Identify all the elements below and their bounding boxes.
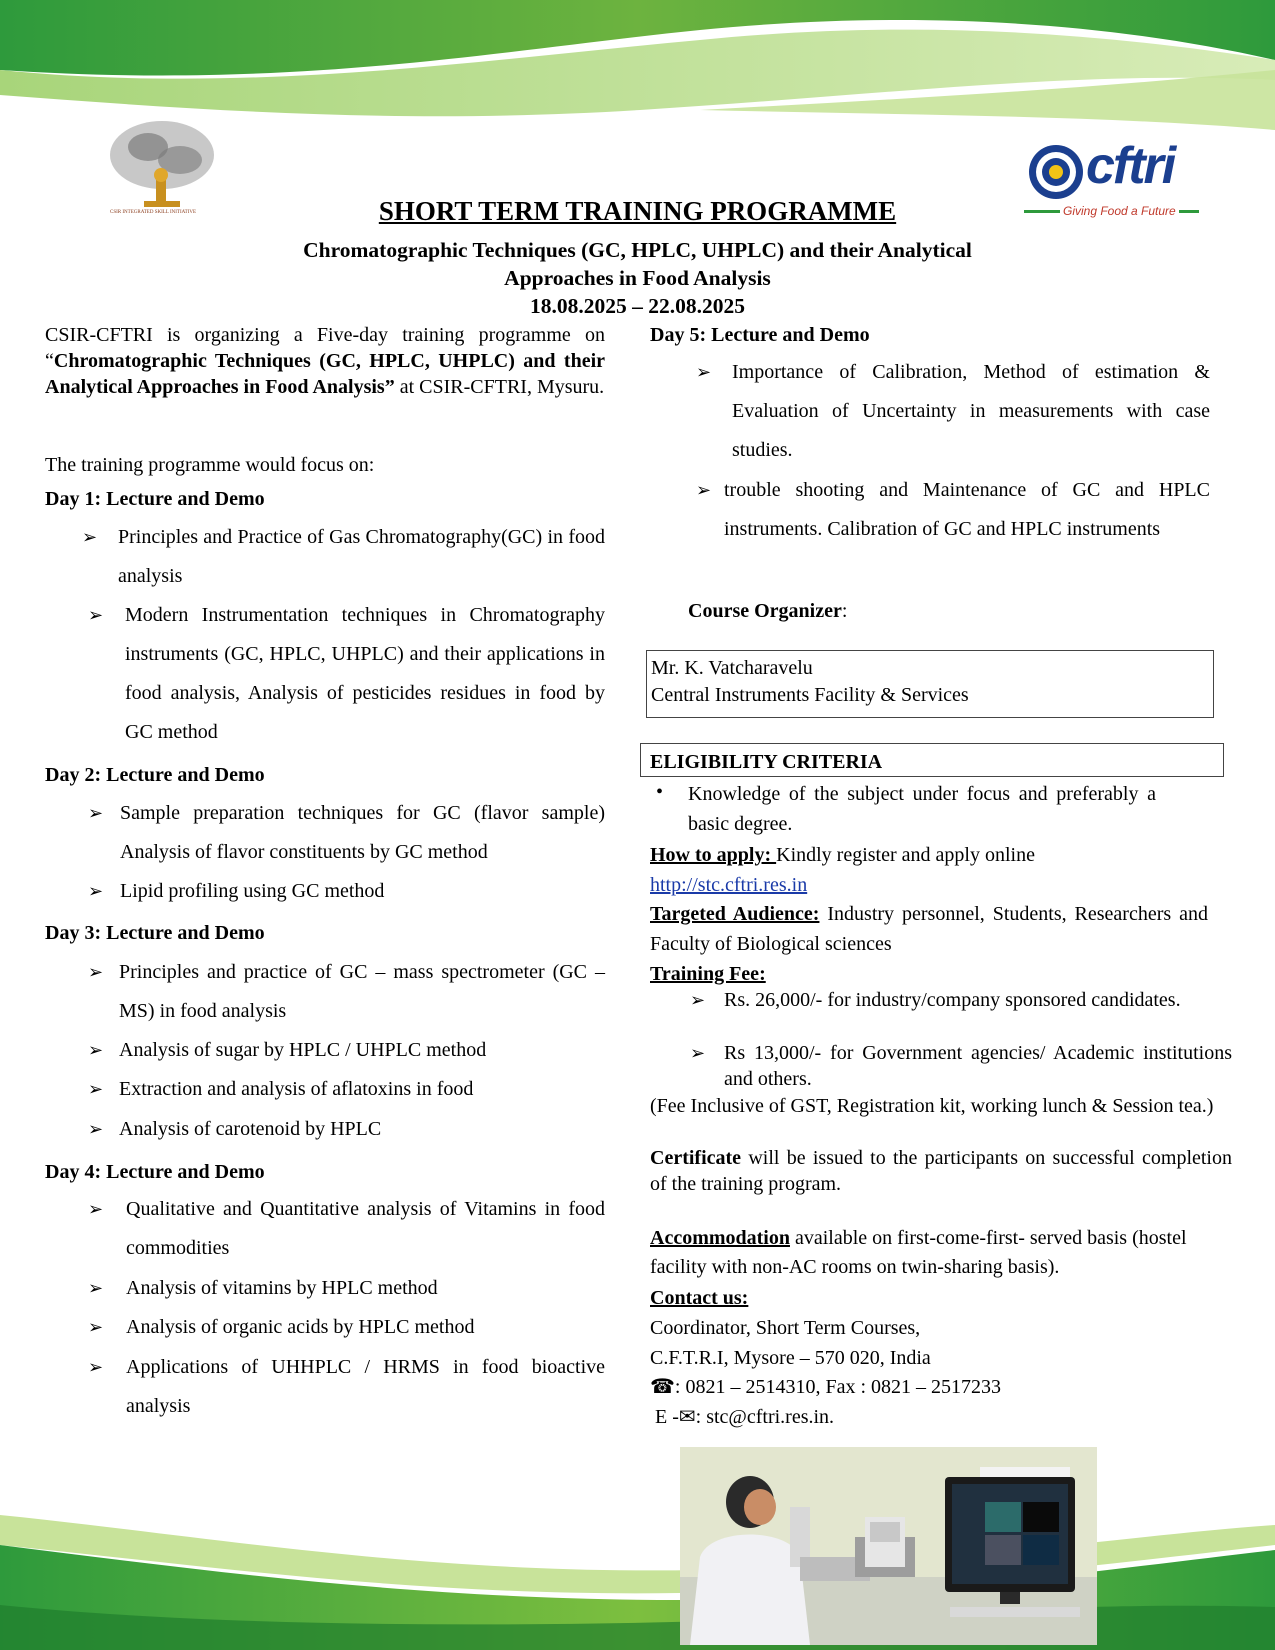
arrow-bullet-icon: ➢ (88, 1119, 104, 1139)
list-item: ➢ Analysis of carotenoid by HPLC (88, 1110, 605, 1149)
programme-dates: 18.08.2025 – 22.08.2025 (530, 294, 745, 318)
organizer-department: Central Instruments Facility & Services (651, 684, 969, 706)
contact-email: E -✉: stc@cftri.res.in. (655, 1406, 835, 1428)
arrow-bullet-icon: ➢ (88, 605, 104, 625)
list-item: ➢ Importance of Calibration, Method of estimation & Evaluation of Uncertainty in measurements with case studies. (696, 353, 1210, 470)
accommodation-info: Accommodation available on first-come-first- served basis (hostel facility with non-AC rooms on twin-sharing basis). (650, 1227, 1187, 1278)
certificate-info: Certificate will be issued to the participants on successful completion of the training program. (650, 1147, 1232, 1195)
list-item: ➢ Analysis of sugar by HPLC / UHPLC method (88, 1031, 605, 1070)
fee-item: ➢ Rs. 26,000/- for industry/company sponsored candidates. (690, 989, 1181, 1011)
dot-bullet-icon: • (656, 781, 664, 803)
organizer-name: Mr. K. Vatcharavelu (651, 657, 813, 679)
fee-note: (Fee Inclusive of GST, Registration kit, working lunch & Session tea.) (650, 1095, 1214, 1117)
day3-heading: Day 3: Lecture and Demo (45, 922, 265, 944)
cftri-brand-text: cftri (1086, 137, 1175, 195)
day5-heading: Day 5: Lecture and Demo (650, 324, 870, 346)
list-item: ➢ Principles and Practice of Gas Chromatography(GC) in food analysis (82, 518, 605, 596)
arrow-bullet-icon: ➢ (88, 1199, 104, 1219)
day1-heading: Day 1: Lecture and Demo (45, 488, 265, 510)
contact-line1: Coordinator, Short Term Courses, (650, 1317, 921, 1339)
organizer-box (646, 650, 1214, 718)
arrow-bullet-icon: ➢ (88, 962, 104, 982)
list-item: ➢ Lipid profiling using GC method (88, 872, 605, 911)
list-item: ➢ Qualitative and Quantitative analysis of Vitamins in food commodities (88, 1190, 605, 1268)
arrow-bullet-icon: ➢ (690, 990, 706, 1010)
left-logo-caption: CSIR INTEGRATED SKILL INITIATIVE (110, 210, 197, 215)
lab-photo (680, 1447, 1097, 1645)
fee-item: ➢ Rs 13,000/- for Government agencies/ Academic institutions and others. (690, 1042, 1232, 1090)
cftri-emblem-icon (1026, 142, 1086, 202)
arrow-bullet-icon: ➢ (88, 1278, 104, 1298)
telephone-icon: ☎ (650, 1376, 675, 1398)
list-item: ➢ Extraction and analysis of aflatoxins in food (88, 1070, 605, 1109)
programme-subtitle-line1: Chromatographic Techniques (GC, HPLC, UHPLC) and their Analytical (303, 238, 972, 262)
contact-line2: C.F.T.R.I, Mysore – 570 020, India (650, 1347, 931, 1369)
list-item: ➢ Applications of UHHPLC / HRMS in food bioactive analysis (88, 1348, 605, 1426)
arrow-bullet-icon: ➢ (82, 527, 98, 547)
eligibility-heading-box (640, 743, 1224, 777)
list-item: ➢ Principles and practice of GC – mass spectrometer (GC – MS) in food analysis (88, 953, 605, 1031)
course-organizer-label: Course Organizer: (688, 600, 848, 622)
apply-link[interactable]: http://stc.cftri.res.in (650, 874, 808, 896)
cftri-tagline: Giving Food a Future (1060, 204, 1179, 218)
arrow-bullet-icon: ➢ (88, 881, 104, 901)
targeted-audience: Targeted Audience: Industry personnel, Students, Researchers and Faculty of Biological sciences (650, 903, 1208, 955)
eligibility-item: • Knowledge of the subject under focus and preferably a basic degree. (656, 781, 1156, 835)
training-fee-label: Training Fee: (650, 963, 766, 985)
list-item: ➢ Analysis of vitamins by HPLC method (88, 1269, 605, 1308)
arrow-bullet-icon: ➢ (696, 480, 712, 500)
arrow-bullet-icon: ➢ (88, 1079, 104, 1099)
arrow-bullet-icon: ➢ (690, 1043, 706, 1063)
intro-paragraph: CSIR-CFTRI is organizing a Five-day training programme on “Chromatographic Techniques (GC, HPLC, UHPLC) and their Analytical Approaches in Food Analysis” at CSIR-CFTRI, Mysuru. (45, 324, 605, 398)
list-item: ➢ Analysis of organic acids by HPLC method (88, 1308, 605, 1347)
programme-subtitle-line2: Approaches in Food Analysis (504, 266, 771, 290)
arrow-bullet-icon: ➢ (88, 1040, 104, 1060)
arrow-bullet-icon: ➢ (88, 1357, 104, 1377)
list-item: ➢ Modern Instrumentation techniques in Chromatography instruments (GC, HPLC, UHPLC) and their applications in food analysis, Analysis of pesticides residues in food by GC method (88, 596, 605, 752)
page-title: SHORT TERM TRAINING PROGRAMME (378, 196, 897, 226)
contact-heading: Contact us: (650, 1287, 749, 1309)
eligibility-heading: ELIGIBILITY CRITERIA (650, 751, 883, 773)
arrow-bullet-icon: ➢ (88, 1317, 104, 1337)
how-to-apply: How to apply: Kindly register and apply online http://stc.cftri.res.in (650, 844, 1035, 896)
contact-phone: ☎: 0821 – 2514310, Fax : 0821 – 2517233 (650, 1376, 1002, 1398)
day2-heading: Day 2: Lecture and Demo (45, 764, 265, 786)
envelope-icon: ✉ (678, 1406, 696, 1428)
arrow-bullet-icon: ➢ (696, 362, 712, 382)
focus-line: The training programme would focus on: (45, 454, 375, 476)
day4-heading: Day 4: Lecture and Demo (45, 1161, 265, 1183)
list-item: ➢ Sample preparation techniques for GC (flavor sample) Analysis of flavor constituents by GC method (88, 794, 605, 872)
list-item: ➢ trouble shooting and Maintenance of GC and HPLC instruments. Calibration of GC and HPLC instruments (696, 471, 1210, 549)
arrow-bullet-icon: ➢ (88, 803, 104, 823)
